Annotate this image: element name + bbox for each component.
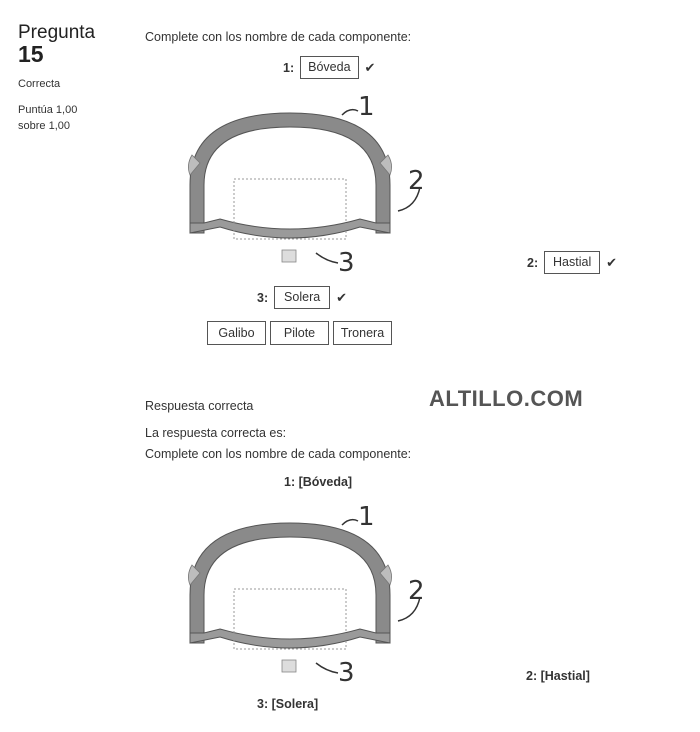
drop-zone-2-label: 2: — [527, 255, 539, 270]
question-status: Correcta — [18, 78, 61, 90]
feedback-prompt: Complete con los nombre de cada componente: — [145, 447, 412, 461]
choice-pilote[interactable]: Pilote — [270, 321, 329, 345]
drop-zone-3-value[interactable]: Solera — [274, 286, 330, 309]
correct-answer-3: 3: [Solera] — [257, 697, 319, 711]
diagram-number-3: 3 — [338, 658, 355, 685]
correct-answer-2: 2: [Hastial] — [526, 669, 590, 683]
drop-zone-3 — [257, 286, 347, 309]
drop-zone-2 — [527, 251, 617, 274]
drop-zone-1-label: 1: — [283, 60, 295, 75]
drop-zone-1-value[interactable]: Bóveda — [300, 56, 358, 79]
choice-galibo[interactable]: Galibo — [207, 321, 266, 345]
check-icon: ✔ — [336, 289, 348, 305]
drop-zone-2-value[interactable]: Hastial — [544, 251, 600, 274]
arrow-1 — [342, 520, 358, 525]
diagram-number-1: 1 — [358, 92, 375, 122]
arrow-3 — [316, 253, 338, 263]
arrow-3 — [316, 663, 338, 673]
question-number: 15 — [18, 41, 44, 67]
diagram-number-2: 2 — [408, 166, 425, 196]
check-icon: ✔ — [364, 59, 376, 75]
tunnel-diagram — [180, 85, 435, 275]
question-grade: Puntúa 1,00 sobre 1,00 — [18, 104, 78, 132]
tunnel-diagram-answer — [180, 495, 435, 685]
tunnel-shape — [188, 113, 391, 262]
diagram-number-3: 3 — [338, 248, 355, 275]
choice-tronera[interactable]: Tronera — [333, 321, 392, 345]
correct-answer-1: 1: [Bóveda] — [284, 475, 353, 489]
watermark-logo: ALTILLO.COM — [429, 386, 584, 411]
tunnel-shape — [188, 523, 391, 672]
diagram-number-1: 1 — [358, 502, 375, 532]
drop-zone-3-label: 3: — [257, 290, 269, 305]
arrow-1 — [342, 110, 358, 115]
feedback-heading: Respuesta correcta — [145, 399, 254, 413]
check-icon: ✔ — [606, 254, 618, 270]
diagram-number-2: 2 — [408, 576, 425, 606]
question-label: Pregunta — [18, 22, 96, 43]
feedback-intro: La respuesta correcta es: — [145, 426, 287, 440]
drop-zone-1 — [283, 56, 375, 79]
question-prompt: Complete con los nombre de cada componente: — [145, 30, 412, 44]
